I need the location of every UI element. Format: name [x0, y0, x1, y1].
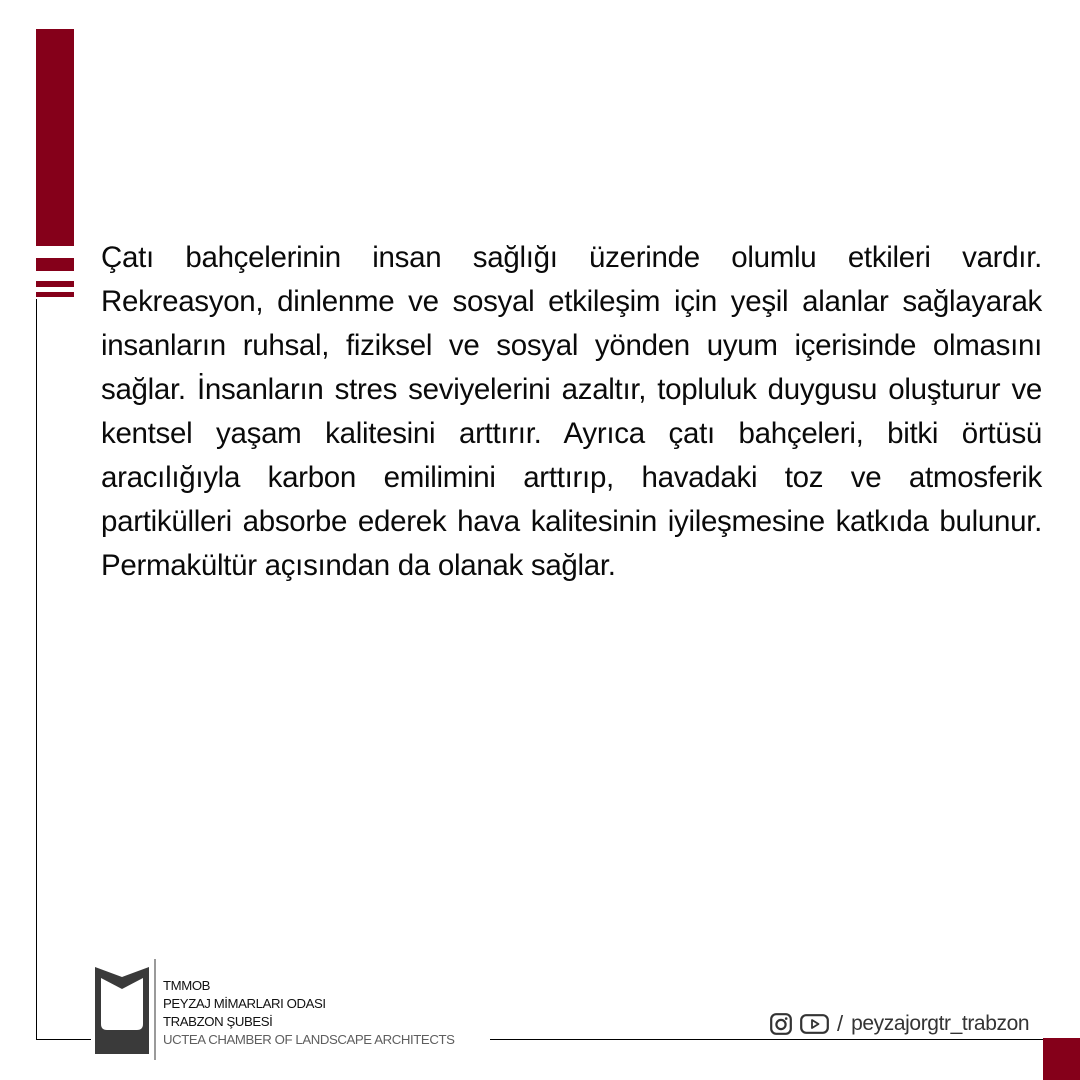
social-separator: /	[837, 1011, 844, 1036]
organization-logo-icon	[95, 966, 149, 1054]
org-line-branch: TRABZON ŞUBESİ	[163, 1014, 273, 1029]
body-paragraph: Çatı bahçelerinin insan sağlığı üzerinde olumlu etkileri vardır. Rekreasyon, dinlenme ve sosyal etkileşim için yeşil alanlar sağlayarak insanların ruhsal, fiziksel ve sosyal yönden uyum içerisinde olmasını sağlar. İnsanların stres seviyelerini azaltır, topluluk duygusu oluşturur ve kentsel yaşam kalitesini arttırır. Ayrıca çatı bahçeleri, bitki örtüsü aracılığıyla karbon emilimini arttırıp, havadaki toz ve atmosferik partikülleri absorbe ederek hava kalitesinin iyileşmesine katkıda bulunur. Permakültür açısından da olanak sağlar.	[101, 241, 1042, 582]
decorative-stripe	[36, 281, 74, 287]
organization-name-block	[163, 977, 455, 1049]
logo-separator	[154, 959, 156, 1060]
frame-line-left	[36, 299, 37, 1040]
frame-line-bottom-right	[490, 1039, 1043, 1040]
org-line-english: UCTEA CHAMBER OF LANDSCAPE ARCHITECTS	[163, 1032, 455, 1047]
decorative-stripe	[36, 292, 74, 297]
org-line-chamber: PEYZAJ MİMARLARI ODASI	[163, 996, 326, 1011]
frame-line-bottom-left	[36, 1039, 91, 1040]
instagram-icon[interactable]	[770, 1013, 792, 1035]
decorative-corner-square	[1043, 1038, 1080, 1080]
org-line-tmmob: TMMOB	[163, 978, 211, 993]
decorative-stripe	[36, 258, 74, 271]
social-links	[770, 1010, 1029, 1038]
decorative-red-bar	[36, 29, 74, 246]
youtube-icon[interactable]	[800, 1014, 829, 1034]
social-handle-link[interactable]: peyzajorgtr_trabzon	[851, 1012, 1030, 1035]
